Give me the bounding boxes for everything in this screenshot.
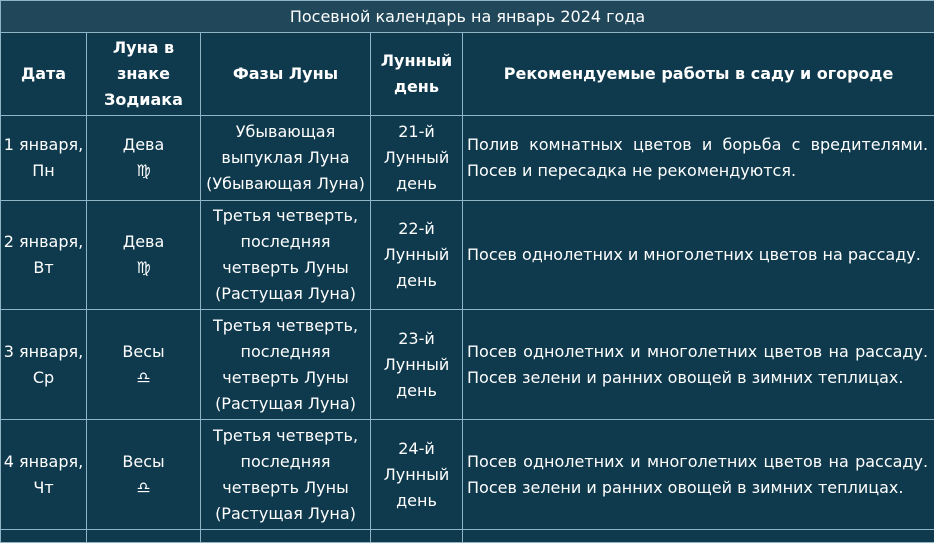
works-cell: Посев однолетних и многолетних цветов на рассаду. Посев зелени и ранних овощей в зимних теплицах.: [463, 420, 934, 530]
zodiac-cell: [87, 116, 201, 201]
virgo-icon: ♍: [87, 158, 200, 184]
date-cell: 4 января, Чт: [1, 420, 87, 530]
zodiac-sign-name: Дева: [123, 135, 165, 154]
zodiac-cell: [87, 310, 201, 420]
phase-cell: Третья четверть, последняя четверть Луны (Растущая Луна): [201, 420, 371, 530]
libra-icon: ♎: [87, 475, 200, 501]
zodiac-sign-name: Весы: [122, 342, 164, 361]
date-cell: 2 января, Вт: [1, 201, 87, 310]
table-row: [1, 201, 934, 310]
table-row-partial: [1, 530, 934, 543]
zodiac-cell: [87, 420, 201, 530]
header-row: [1, 33, 934, 116]
works-cell: Посев однолетних и многолетних цветов на рассаду. Посев зелени и ранних овощей в зимних теплицах.: [463, 310, 934, 420]
header-works: Рекомендуемые работы в саду и огороде: [463, 33, 934, 116]
virgo-icon: ♍: [87, 255, 200, 281]
header-date: Дата: [1, 33, 87, 116]
zodiac-cell: [87, 201, 201, 310]
lunar-day-cell: 23-й Лунный день: [371, 310, 463, 420]
lunar-day-cell: 22-й Лунный день: [371, 201, 463, 310]
header-zodiac: Луна в знаке Зодиака: [87, 33, 201, 116]
table-row: [1, 310, 934, 420]
libra-icon: ♎: [87, 365, 200, 391]
table-row: [1, 420, 934, 530]
lunar-day-cell: 21-й Лунный день: [371, 116, 463, 201]
zodiac-sign-name: Дева: [123, 232, 165, 251]
date-cell: 3 января, Ср: [1, 310, 87, 420]
table-row: [1, 116, 934, 201]
works-cell: Посев однолетних и многолетних цветов на рассаду.: [463, 201, 934, 310]
works-cell: Полив комнатных цветов и борьба с вредителями. Посев и пересадка не рекомендуются.: [463, 116, 934, 201]
date-cell: 1 января, Пн: [1, 116, 87, 201]
lunar-day-cell: 24-й Лунный день: [371, 420, 463, 530]
phase-cell: Убывающая выпуклая Луна (Убывающая Луна): [201, 116, 371, 201]
phase-cell: Третья четверть, последняя четверть Луны (Растущая Луна): [201, 310, 371, 420]
phase-cell: Третья четверть, последняя четверть Луны (Растущая Луна): [201, 201, 371, 310]
table-title: Посевной календарь на январь 2024 года: [1, 1, 934, 33]
header-lunar-day: Лунный день: [371, 33, 463, 116]
header-phase: Фазы Луны: [201, 33, 371, 116]
zodiac-sign-name: Весы: [122, 452, 164, 471]
